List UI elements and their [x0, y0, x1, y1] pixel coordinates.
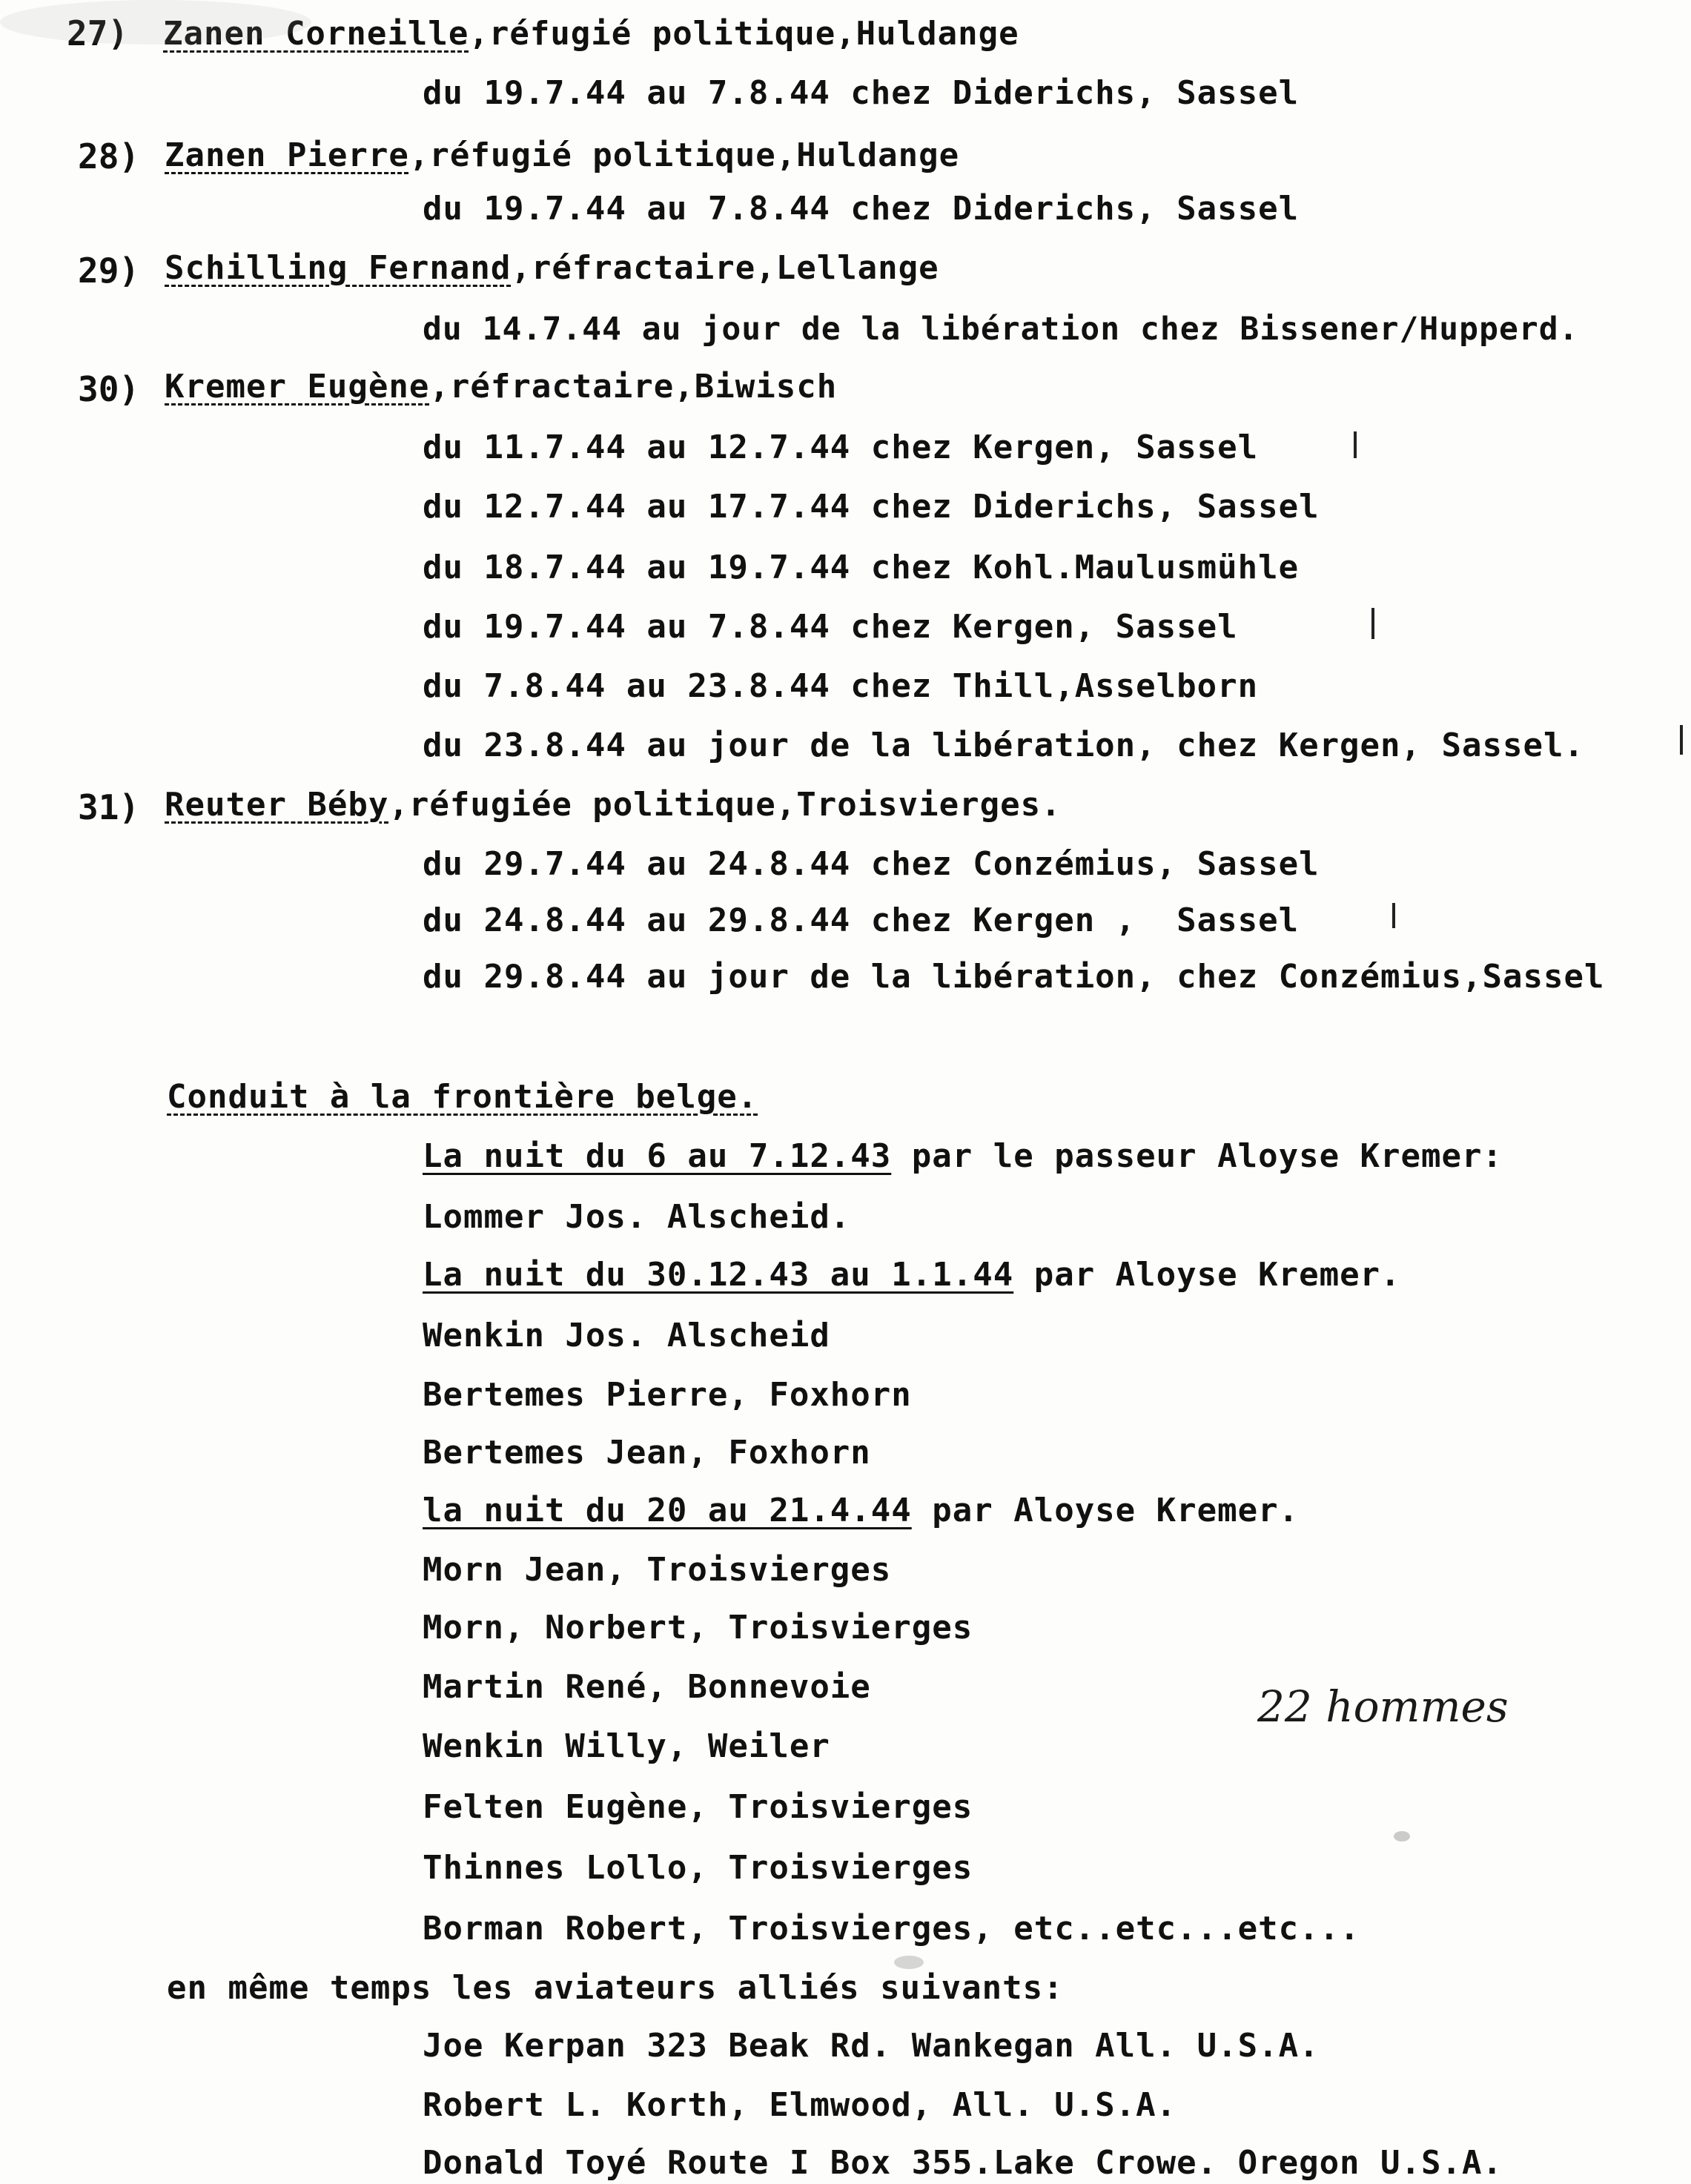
- person-line: Morn, Norbert, Troisvierges: [423, 1609, 973, 1647]
- person-line: Morn Jean, Troisvierges: [423, 1551, 892, 1589]
- stay-line: du 29.8.44 au jour de la libération, chez Conzémius,Sassel: [423, 958, 1605, 996]
- entry-details: ,réfugié politique,Huldange: [469, 15, 1019, 53]
- stay-line: du 19.7.44 au 7.8.44 chez Diderichs, Sassel: [423, 74, 1300, 112]
- night-title: La nuit du 30.12.43 au 1.1.44: [423, 1256, 1014, 1294]
- night-title: La nuit du 6 au 7.12.43: [423, 1137, 892, 1175]
- stay-line: du 14.7.44 au jour de la libération chez Bissener/Hupperd.: [423, 311, 1579, 348]
- entry-header: [165, 784, 1062, 826]
- entry-name: Reuter Béby: [165, 786, 389, 824]
- person-line: Bertemes Pierre, Foxhorn: [423, 1376, 912, 1414]
- aviators-intro: en même temps les aviateurs alliés suivants:: [167, 1969, 1064, 2007]
- entry-number: 30): [78, 369, 140, 409]
- entry-name: Kremer Eugène: [165, 368, 430, 406]
- entry-number: 29): [78, 251, 140, 291]
- section-heading-text: Conduit à la frontière belge.: [167, 1078, 758, 1116]
- aviator-line: Donald Toyé Route I Box 355.Lake Crowe. Oregon U.S.A.: [423, 2144, 1503, 2182]
- stay-line: du 23.8.44 au jour de la libération, chez Kergen, Sassel.: [423, 727, 1584, 764]
- person-line: Borman Robert, Troisvierges, etc..etc...etc...: [423, 1910, 1360, 1948]
- entry-name: Zanen Corneille: [163, 15, 469, 53]
- scan-speck: [1394, 1831, 1410, 1841]
- margin-mark: [1392, 903, 1395, 928]
- scan-speck: [894, 1956, 924, 1969]
- person-line: Martin René, Bonnevoie: [423, 1668, 871, 1706]
- night-header: [423, 1254, 1401, 1296]
- person-line: Felten Eugène, Troisvierges: [423, 1788, 973, 1826]
- aviator-line: Joe Kerpan 323 Beak Rd. Wankegan All. U.S.A.: [423, 2027, 1320, 2065]
- entry-details: ,réfractaire,Lellange: [511, 249, 939, 287]
- person-line: Bertemes Jean, Foxhorn: [423, 1434, 871, 1472]
- stay-line: du 7.8.44 au 23.8.44 chez Thill,Asselborn: [423, 667, 1259, 705]
- handwritten-note: 22 hommes: [1257, 1681, 1509, 1732]
- margin-mark: [1371, 608, 1374, 639]
- margin-mark: [1680, 725, 1683, 755]
- stay-line: du 11.7.44 au 12.7.44 chez Kergen, Sassel: [423, 428, 1259, 466]
- entry-details: ,réfugié politique,Huldange: [408, 136, 960, 174]
- aviator-line: Robert L. Korth, Elmwood, All. U.S.A.: [423, 2086, 1177, 2124]
- entry-details: ,réfractaire,Biwisch: [429, 368, 838, 406]
- night-tail: par Aloyse Kremer.: [911, 1492, 1300, 1529]
- stay-line: du 29.7.44 au 24.8.44 chez Conzémius, Sassel: [423, 845, 1320, 883]
- entry-number: 28): [78, 136, 140, 176]
- entry-number: 31): [78, 787, 140, 827]
- night-tail: par le passeur Aloyse Kremer:: [891, 1137, 1503, 1175]
- night-header: [423, 1490, 1299, 1532]
- stay-line: du 18.7.44 au 19.7.44 chez Kohl.Maulusmühle: [423, 549, 1300, 586]
- entry-header: [165, 135, 959, 176]
- person-line: Wenkin Willy, Weiler: [423, 1727, 830, 1765]
- stay-line: du 19.7.44 au 7.8.44 chez Diderichs, Sassel: [423, 190, 1300, 228]
- section-heading: [167, 1076, 758, 1118]
- night-title: la nuit du 20 au 21.4.44: [423, 1492, 912, 1529]
- stay-line: du 12.7.44 au 17.7.44 chez Diderichs, Sassel: [423, 488, 1320, 526]
- person-line: Wenkin Jos. Alscheid: [423, 1317, 830, 1354]
- night-header: [423, 1136, 1503, 1177]
- entry-header: [165, 248, 939, 289]
- stay-line: du 19.7.44 au 7.8.44 chez Kergen, Sassel: [423, 608, 1238, 646]
- entry-header: [165, 366, 837, 408]
- stay-line: du 24.8.44 au 29.8.44 chez Kergen , Sassel: [423, 901, 1300, 939]
- scan-smudge: [0, 0, 311, 44]
- entry-name: Zanen Pierre: [165, 136, 409, 174]
- entry-name: Schilling Fernand: [165, 249, 512, 287]
- entry-number: 27): [67, 13, 129, 53]
- night-tail: par Aloyse Kremer.: [1013, 1256, 1401, 1294]
- margin-mark: [1354, 431, 1357, 458]
- entry-details: ,réfugiée politique,Troisvierges.: [388, 786, 1062, 824]
- person-line: Lommer Jos. Alscheid.: [423, 1198, 851, 1236]
- person-line: Thinnes Lollo, Troisvierges: [423, 1849, 973, 1887]
